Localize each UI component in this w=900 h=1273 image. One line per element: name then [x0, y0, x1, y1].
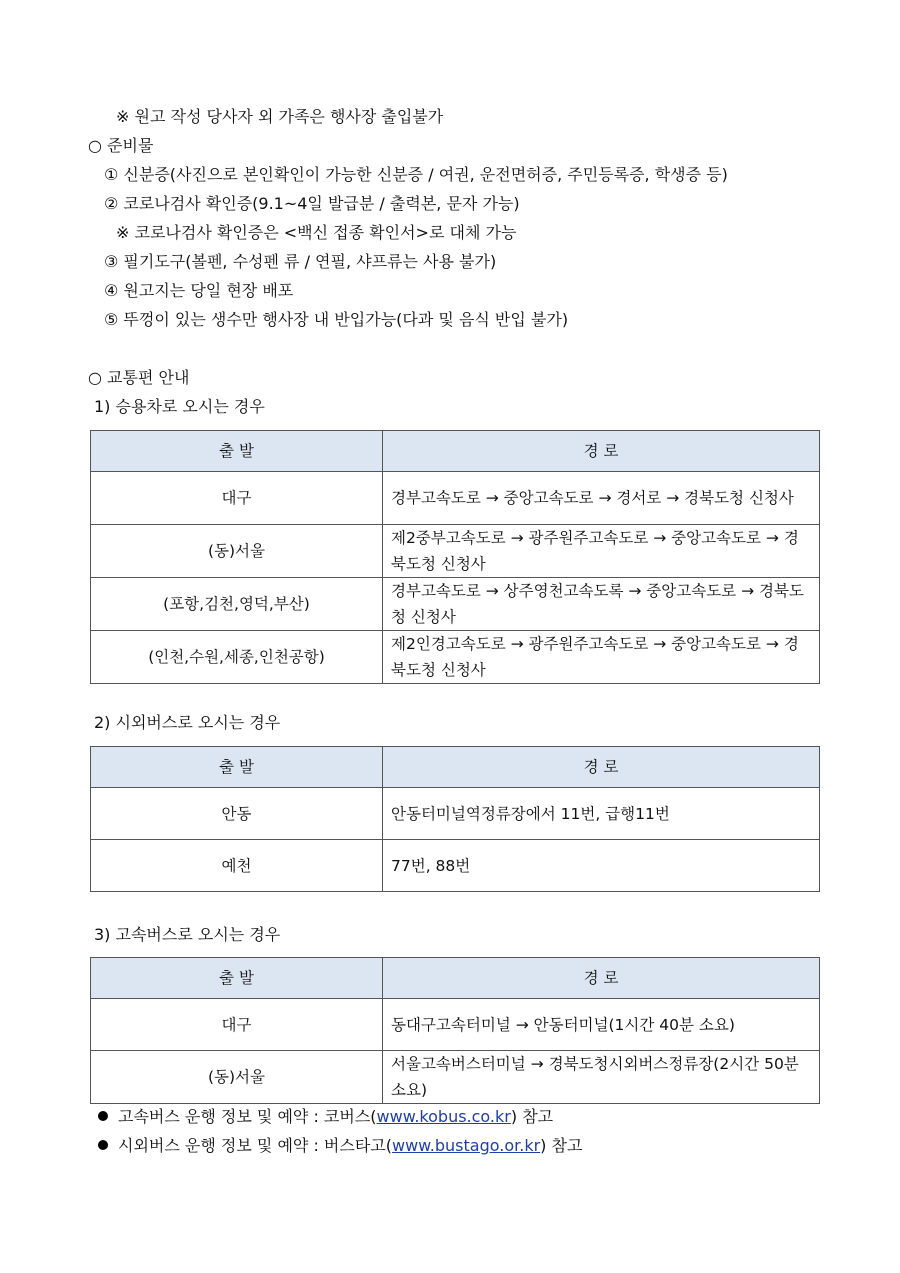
prep-item-5: ⑤ 뚜껑이 있는 생수만 행사장 내 반입가능(다과 및 음식 반입 불가) — [104, 310, 569, 329]
kobus-link[interactable]: www.kobus.co.kr — [376, 1107, 511, 1126]
bustago-info — [98, 1135, 582, 1157]
kobus-suffix: ) 참고 — [510, 1107, 554, 1126]
prep-item-4: ④ 원고지는 당일 현장 배포 — [104, 281, 294, 300]
route-path: 경부고속도로 → 상주영천고속도록 → 중앙고속도로 → 경북도청 신청사 — [383, 578, 820, 631]
route-from: (인천,수원,세종,인천공항) — [91, 631, 383, 684]
prep-item-2: ② 코로나검사 확인증(9.1~4일 발급분 / 출력본, 문자 가능) — [104, 194, 520, 213]
prep-item-note: ※ 코로나검사 확인증은 <백신 접종 확인서>로 대체 가능 — [116, 223, 517, 242]
route-from: (동)서울 — [91, 525, 383, 578]
car-route-table — [90, 430, 820, 684]
route-path: 안동터미널역정류장에서 11번, 급행11번 — [383, 788, 820, 840]
prep-item-3: ③ 필기도구(볼펜, 수성펜 류 / 연필, 샤프류는 사용 불가) — [104, 252, 497, 271]
table-row — [91, 578, 820, 631]
bustago-link[interactable]: www.bustago.or.kr — [392, 1136, 541, 1155]
table-row — [91, 1051, 820, 1104]
route-path: 제2인경고속도로 → 광주원주고속도로 → 중앙고속도로 → 경북도청 신청사 — [383, 631, 820, 684]
route-from: 대구 — [91, 999, 383, 1051]
express-heading: 3) 고속버스로 오시는 경우 — [94, 925, 281, 944]
route-path: 서울고속버스터미널 → 경북도청시외버스정류장(2시간 50분 소요) — [383, 1051, 820, 1104]
table-row — [91, 472, 820, 525]
prep-item-1: ① 신분증(사진으로 본인확인이 가능한 신분증 / 여권, 운전면허증, 주민등록증, 학생증 등) — [104, 165, 728, 184]
route-from: (동)서울 — [91, 1051, 383, 1104]
route-from: 예천 — [91, 840, 383, 892]
table-row — [91, 525, 820, 578]
intercity-heading: 2) 시외버스로 오시는 경우 — [94, 713, 281, 732]
col-from-header: 출 발 — [91, 747, 383, 788]
table-row — [91, 840, 820, 892]
route-path: 동대구고속터미널 → 안동터미널(1시간 40분 소요) — [383, 999, 820, 1051]
bullet-icon — [98, 1140, 108, 1150]
table-header-row — [91, 958, 820, 999]
intercity-route-table — [90, 746, 820, 892]
bullet-icon — [98, 1111, 108, 1121]
route-from: 대구 — [91, 472, 383, 525]
table-row — [91, 788, 820, 840]
route-path: 제2중부고속도로 → 광주원주고속도로 → 중앙고속도로 → 경북도청 신청사 — [383, 525, 820, 578]
route-path: 경부고속도로 → 중앙고속도로 → 경서로 → 경북도청 신청사 — [383, 472, 820, 525]
kobus-prefix: 고속버스 운행 정보 및 예약 : 코버스( — [118, 1107, 377, 1126]
family-note: ※ 원고 작성 당사자 외 가족은 행사장 출입불가 — [116, 107, 444, 126]
route-from: 안동 — [91, 788, 383, 840]
bustago-suffix: ) 참고 — [540, 1136, 583, 1155]
route-path: 77번, 88번 — [383, 840, 820, 892]
transport-title: ○ 교통편 안내 — [88, 368, 190, 387]
bustago-prefix: 시외버스 운행 정보 및 예약 : 버스타고( — [118, 1136, 392, 1155]
kobus-info — [98, 1106, 553, 1128]
col-route-header: 경 로 — [383, 747, 820, 788]
table-header-row — [91, 747, 820, 788]
col-from-header: 출 발 — [91, 958, 383, 999]
table-row — [91, 999, 820, 1051]
car-heading: 1) 승용차로 오시는 경우 — [94, 397, 265, 416]
table-row — [91, 631, 820, 684]
route-from: (포항,김천,영덕,부산) — [91, 578, 383, 631]
col-from-header: 출 발 — [91, 431, 383, 472]
col-route-header: 경 로 — [383, 431, 820, 472]
col-route-header: 경 로 — [383, 958, 820, 999]
table-header-row — [91, 431, 820, 472]
prep-title: ○ 준비물 — [88, 136, 154, 155]
express-route-table — [90, 957, 820, 1104]
